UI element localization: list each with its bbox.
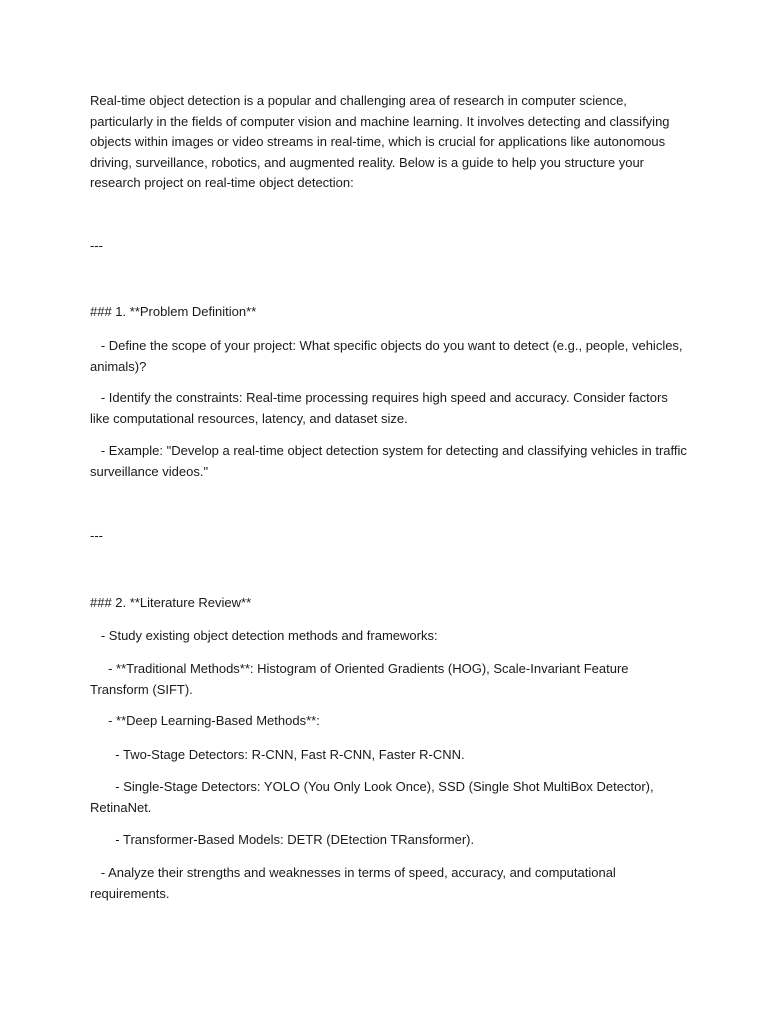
section-2-item-5: - Single-Stage Detectors: YOLO (You Only Look Once), SSD (Single Shot MultiBox Detector), RetinaNet. <box>90 779 658 815</box>
section-1-item-2: - Identify the constraints: Real-time processing requires high speed and accuracy. Consider factors like computational resources, latency, and dataset size. <box>90 390 672 426</box>
section-2-item-1: - Study existing object detection methods and frameworks: <box>90 628 438 643</box>
section-1-heading: ### 1. **Problem Definition** <box>90 304 257 319</box>
section-1-item-3: - Example: "Develop a real-time object detection system for detecting and classifying vehicles in traffic surveillance videos." <box>90 443 691 479</box>
section-1-item-1: - Define the scope of your project: What specific objects do you want to detect (e.g., people, vehicles, animals)? <box>90 338 687 374</box>
section-2-item-4: - Two-Stage Detectors: R-CNN, Fast R-CNN, Faster R-CNN. <box>90 747 465 762</box>
divider-2: --- <box>90 528 103 543</box>
divider-1: --- <box>90 238 103 253</box>
section-2-item-2: - **Traditional Methods**: Histogram of Oriented Gradients (HOG), Scale-Invariant Feature Transform (SIFT). <box>90 661 632 697</box>
section-2-item-6: - Transformer-Based Models: DETR (DEtection TRansformer). <box>90 832 475 847</box>
section-2-item-3: - **Deep Learning-Based Methods**: <box>90 713 320 728</box>
section-2-item-7: - Analyze their strengths and weaknesses in terms of speed, accuracy, and computational requirements. <box>90 865 620 901</box>
intro-paragraph: Real-time object detection is a popular and challenging area of research in computer science, particularly in the fields of computer vision and machine learning. It involves detecting and classifying objects within images or video streams in real-time, which is crucial for applications like autonomous driving, surveillance, robotics, and augmented reality. Below is a guide to help you structure your research project on real-time object detection: <box>90 93 674 190</box>
section-2-heading: ### 2. **Literature Review** <box>90 595 252 610</box>
